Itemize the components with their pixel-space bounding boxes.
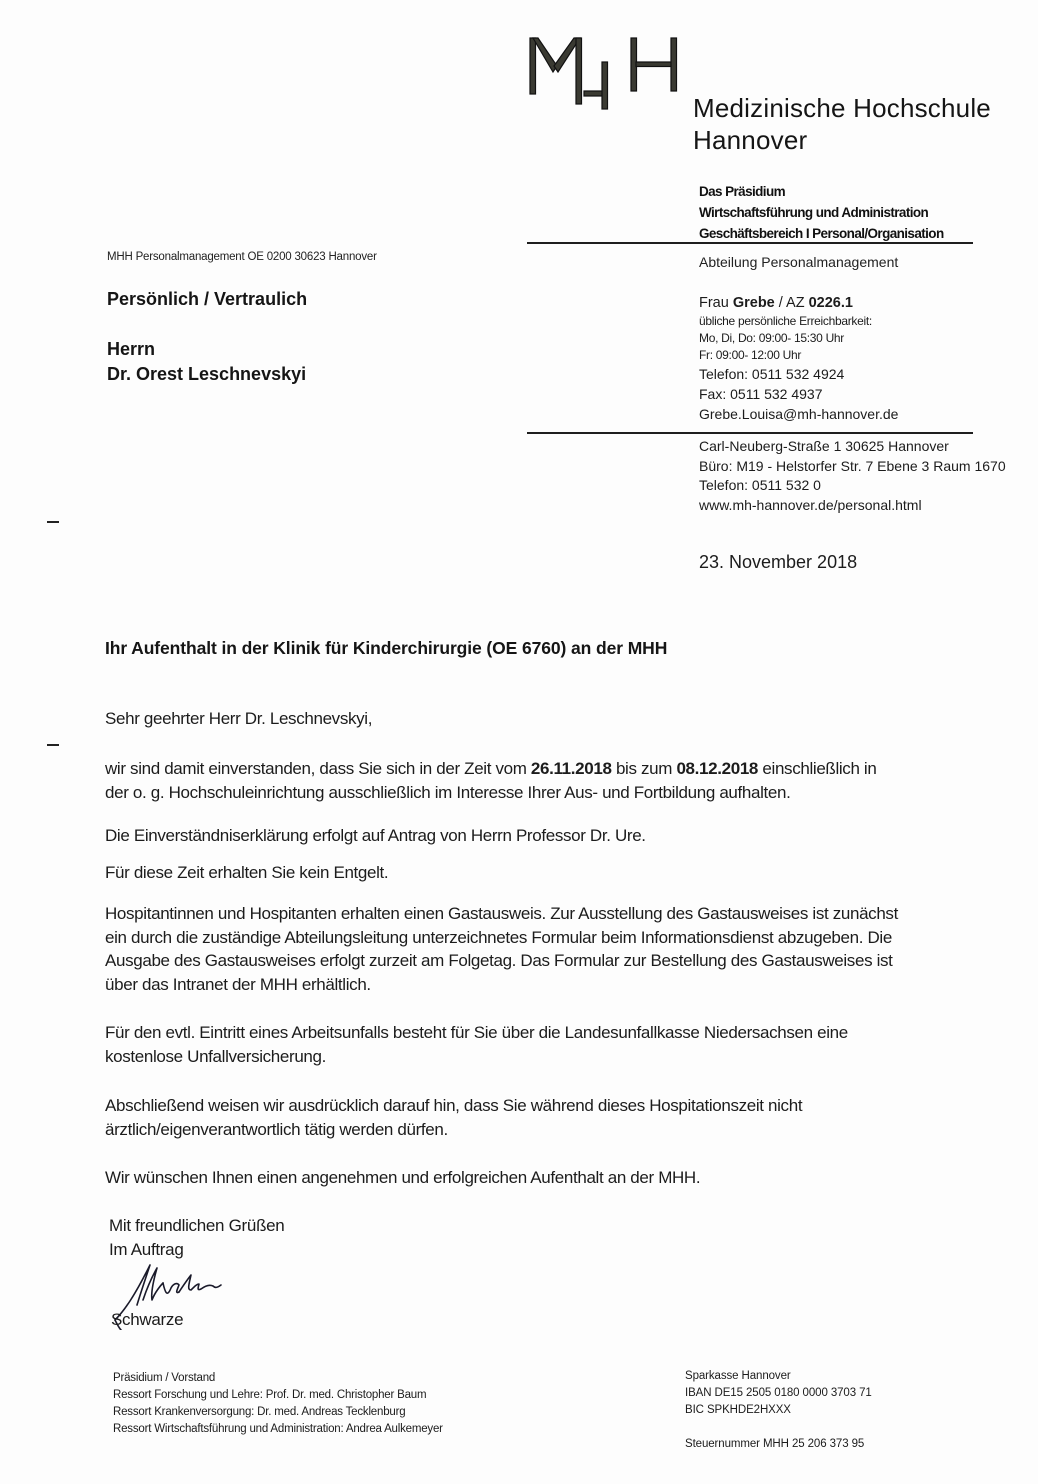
hours-fri: Fr: 09:00- 12:00 Uhr bbox=[699, 348, 802, 362]
paragraph-insurance: Für den evtl. Eintritt eines Arbeitsunfalls besteht für Sie über die Landesunfallkasse Niedersachsen eine kostenlose Unfallversicherung. bbox=[105, 1023, 848, 1066]
footer-board-line: Ressort Krankenversorgung: Dr. med. Andreas Tecklenburg bbox=[113, 1406, 406, 1418]
footer-board-line: Ressort Wirtschaftsführung und Administration: Andrea Aulkemeyer bbox=[113, 1423, 443, 1435]
department-line: Wirtschaftsführung und Administration bbox=[699, 205, 929, 220]
main-phone: Telefon: 0511 532 0 bbox=[699, 477, 821, 494]
closing-regards: Mit freundlichen Grüßen bbox=[109, 1216, 285, 1235]
footer-board-line: Präsidium / Vorstand bbox=[113, 1372, 216, 1384]
paragraph-consent: wir sind damit einverstanden, dass Sie sich in der Zeit vom 26.11.2018 bis zum 08.12.2018 einschließlich in der o. g. Hochschuleinrichtung ausschließlich im Interesse Ihrer Aus- und Fortbildung aufhalten. bbox=[105, 759, 877, 802]
footer-board bbox=[113, 1370, 443, 1438]
website-link[interactable]: www.mh-hannover.de/personal.html bbox=[699, 497, 922, 514]
recipient-block bbox=[107, 337, 306, 387]
recipient-title: Herrn bbox=[107, 339, 156, 359]
contact-block bbox=[699, 294, 898, 424]
paragraph-restriction: Abschließend weisen wir ausdrücklich darauf hin, dass Sie während dieses Hospitationszeit nicht ärztlich/eigenverantwortlich tätig werden dürfen. bbox=[105, 1096, 803, 1139]
letter-date: 23. November 2018 bbox=[699, 552, 858, 572]
contact-person: Frau Grebe / AZ 0226.1 bbox=[699, 295, 853, 311]
contact-name: Grebe bbox=[732, 295, 775, 311]
paragraph-guest-pass: Hospitantinnen und Hospitanten erhalten einen Gastausweis. Zur Ausstellung des Gastausweises ist zunächst ein durch die zuständige Abteilungsleitung unterzeichnetes Formular beim Informationsdienst abzugeben. Die Ausgabe des Gastausweises erfolgt zurzeit am Folgetag. Das Formular zur Bestellung des Gastausweises ist über das Intranet der MHH erhältlich. bbox=[105, 904, 898, 994]
signer-name: Schwarze bbox=[111, 1310, 184, 1329]
department-subtitle: Abteilung Personalmanagement bbox=[699, 254, 899, 270]
header-divider-bottom bbox=[527, 432, 973, 434]
fold-mark bbox=[47, 521, 59, 523]
address-block bbox=[699, 437, 1006, 516]
availability-label: übliche persönliche Erreichbarkeit: bbox=[699, 314, 872, 328]
department-line: Das Präsidium bbox=[699, 184, 785, 199]
institution-name-line1: Medizinische Hochschule bbox=[693, 93, 991, 123]
paragraph-wishes: Wir wünschen Ihnen einen angenehmen und erfolgreichen Aufenthalt an der MHH. bbox=[105, 1168, 701, 1187]
bank-iban: IBAN DE15 2505 0180 0000 3703 71 bbox=[685, 1387, 872, 1399]
contact-email[interactable]: Grebe.Louisa@mh-hannover.de bbox=[699, 406, 899, 422]
institution-name bbox=[693, 92, 991, 156]
paragraph-request: Die Einverständniserklärung erfolgt auf Antrag von Herrn Professor Dr. Ure. bbox=[105, 826, 646, 845]
contact-fax: Fax: 0511 532 4937 bbox=[699, 386, 823, 402]
bank-name: Sparkasse Hannover bbox=[685, 1370, 791, 1382]
return-address: MHH Personalmanagement OE 0200 30623 Hannover bbox=[107, 251, 377, 263]
footer-bank bbox=[685, 1368, 872, 1453]
closing-on-behalf: Im Auftrag bbox=[109, 1240, 184, 1259]
institution-name-line2: Hannover bbox=[693, 125, 808, 155]
paragraph-no-pay: Für diese Zeit erhalten Sie kein Entgelt. bbox=[105, 863, 389, 882]
street-address: Carl-Neuberg-Straße 1 30625 Hannover bbox=[699, 438, 949, 454]
letter-subject: Ihr Aufenthalt in der Klinik für Kinderchirurgie (OE 6760) an der MHH bbox=[105, 638, 668, 658]
department-line: Geschäftsbereich I Personal/Organisation bbox=[699, 226, 944, 241]
fold-mark bbox=[47, 744, 59, 746]
contact-phone: Telefon: 0511 532 4924 bbox=[699, 366, 845, 382]
department-header bbox=[699, 181, 944, 244]
greeting: Sehr geehrter Herr Dr. Leschnevskyi, bbox=[105, 709, 373, 728]
header-divider-top bbox=[527, 242, 973, 244]
bank-bic: BIC SPKHDE2HXXX bbox=[685, 1404, 791, 1416]
tax-number: Steuernummer MHH 25 206 373 95 bbox=[685, 1438, 865, 1450]
footer-board-line: Ressort Forschung und Lehre: Prof. Dr. med. Christopher Baum bbox=[113, 1389, 427, 1401]
recipient-name: Dr. Orest Leschnevskyi bbox=[107, 364, 307, 384]
office-address: Büro: M19 - Helstorfer Str. 7 Ebene 3 Raum 1670 bbox=[699, 457, 1006, 474]
date-to: 08.12.2018 bbox=[676, 759, 759, 778]
hours-mon-tue-thu: Mo, Di, Do: 09:00- 15:30 Uhr bbox=[699, 331, 845, 345]
confidential-label: Persönlich / Vertraulich bbox=[107, 289, 308, 309]
date-from: 26.11.2018 bbox=[530, 759, 612, 778]
reference-number: 0226.1 bbox=[808, 295, 853, 311]
